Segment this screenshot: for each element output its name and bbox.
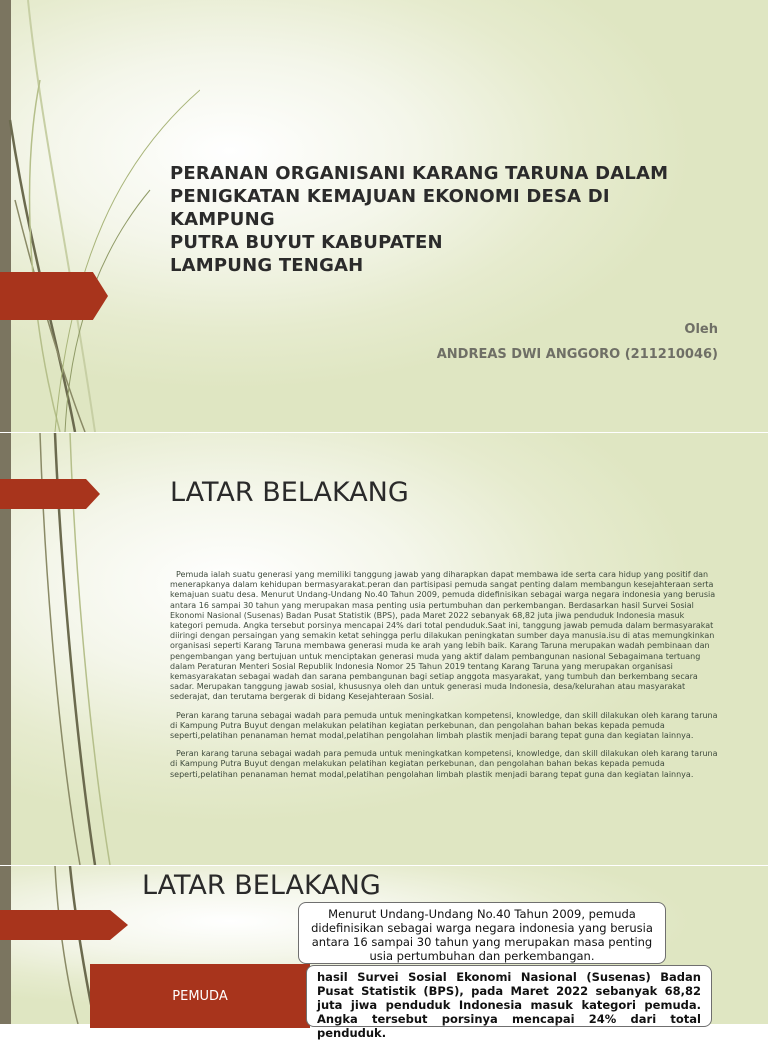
definition-box: Menurut Undang-Undang No.40 Tahun 2009, pemuda didefinisikan sebagai warga negara indonesia yang berusia antara 16 sampai 30 tahun yang merupakan masa penting usia pertumbuhan dan perkembangan. xyxy=(298,902,666,964)
slide-latar-belakang xyxy=(0,433,768,865)
title-line: PERANAN ORGANISANI KARANG TARUNA DALAM xyxy=(170,163,669,184)
statistic-box: hasil Survei Sosial Ekonomi Nasional (Susenas) Badan Pusat Statistik (BPS), pada Maret 2022 sebanyak 68,82 juta jiwa penduduk Indonesia masuk kategori pemuda. Angka tersebut porsinya mencapai 24% dari total penduduk. xyxy=(306,965,712,1027)
accent-arrow-tag xyxy=(0,479,100,509)
body-text xyxy=(170,570,718,788)
section-heading: LATAR BELAKANG xyxy=(170,477,409,508)
title-line: PENIGKATAN KEMAJUAN EKONOMI DESA DI xyxy=(170,186,610,207)
title-line: PUTRA BUYUT KABUPATEN xyxy=(170,232,443,253)
paragraph: Pemuda ialah suatu generasi yang memiliki tanggung jawab yang diharapkan dapat membawa ide serta cara hidup yang positif dan menerapkanya dalam kehidupan bermasyarakat.peran dan partisipasi pemuda sangat penting dalam membangun kesejahteraan serta kemajuan suatu desa. Menurut Undang-Undang No.40 Tahun 2009, pemuda didefinisikan sebagai warga negara indonesia yang berusia antara 16 sampai 30 tahun yang merupakan masa penting usia pertumbuhan dan perkembangan. Berdasarkan hasil Survei Sosial Ekonomi Nasional (Susenas) Badan Pusat Statistik (BPS), pada Maret 2022 sebanyak 68,82 juta jiwa penduduk Indonesia masuk kategori pemuda. Angka tersebut porsinya mencapai 24% dari total penduduk.Saat ini, tanggung jawab pemuda dalam bermasyarakat diiringi dengan persaingan yang semakin ketat sehingga perlu dilakukan peningkatan sumber daya manusia.isu di atas memungkinkan organisasi seperti Karang Taruna membawa generasi muda ke arah yang lebih baik. Karang Taruna merupakan wadah pembinaan dan pengembangan yang bertujuan untuk menciptakan generasi muda yang aktif dalam pembangunan nasional Sebagaimana tertuang dalam Peraturan Menteri Sosial Republik Indonesia Nomor 25 Tahun 2019 tentang Karang Taruna yang merupakan organisasi kemasyarakatan sebagai wadah dan sarana pembangunan bagi setiap anggota masyarakat, yang tumbuh dan berkembang secara sadar. Merupakan tanggung jawab sosial, khususnya oleh dan untuk generasi muda Indonesia, desa/kelurahan atau masyarakat sederajat, dan terutama bergerak di bidang Kesejahteraan Sosial. xyxy=(170,570,716,702)
title-line: LAMPUNG TENGAH xyxy=(170,255,364,276)
accent-arrow-tag xyxy=(0,910,128,940)
title-line: KAMPUNG xyxy=(170,209,275,230)
paragraph: Peran karang taruna sebagai wadah para pemuda untuk meningkatkan kompetensi, knowledge, dan skill dilakukan oleh karang taruna di Kampung Putra Buyut dengan melakukan pelatihan kegiatan perkebunan, dan pengolahan bahan bekas kepada pemuda seperti,pelatihan penanaman hemat modal,pelatihan pengolahan limbah plastik menjadi barang tepat guna dan kegiatan lainnya. xyxy=(170,749,718,779)
pemuda-label-block: PEMUDA xyxy=(90,964,310,1028)
oleh-label: Oleh xyxy=(684,322,718,337)
presentation-title xyxy=(170,162,730,277)
slide-title xyxy=(0,0,768,432)
author-name: ANDREAS DWI ANGGORO (211210046) xyxy=(436,347,718,362)
paragraph: Peran karang taruna sebagai wadah para pemuda untuk meningkatkan kompetensi, knowledge, dan skill dilakukan oleh karang taruna di Kampung Putra Buyut dengan melakukan pelatihan kegiatan perkebunan, dan pengolahan bahan bekas kepada pemuda seperti,pelatihan penanaman hemat modal,pelatihan pengolahan limbah plastik menjadi barang tepat guna dan kegiatan lainnya. xyxy=(170,710,718,741)
left-edge-bar xyxy=(0,866,11,1024)
accent-arrow-tag xyxy=(0,272,108,320)
section-heading: LATAR BELAKANG xyxy=(142,870,381,901)
left-edge-bar xyxy=(0,0,11,432)
